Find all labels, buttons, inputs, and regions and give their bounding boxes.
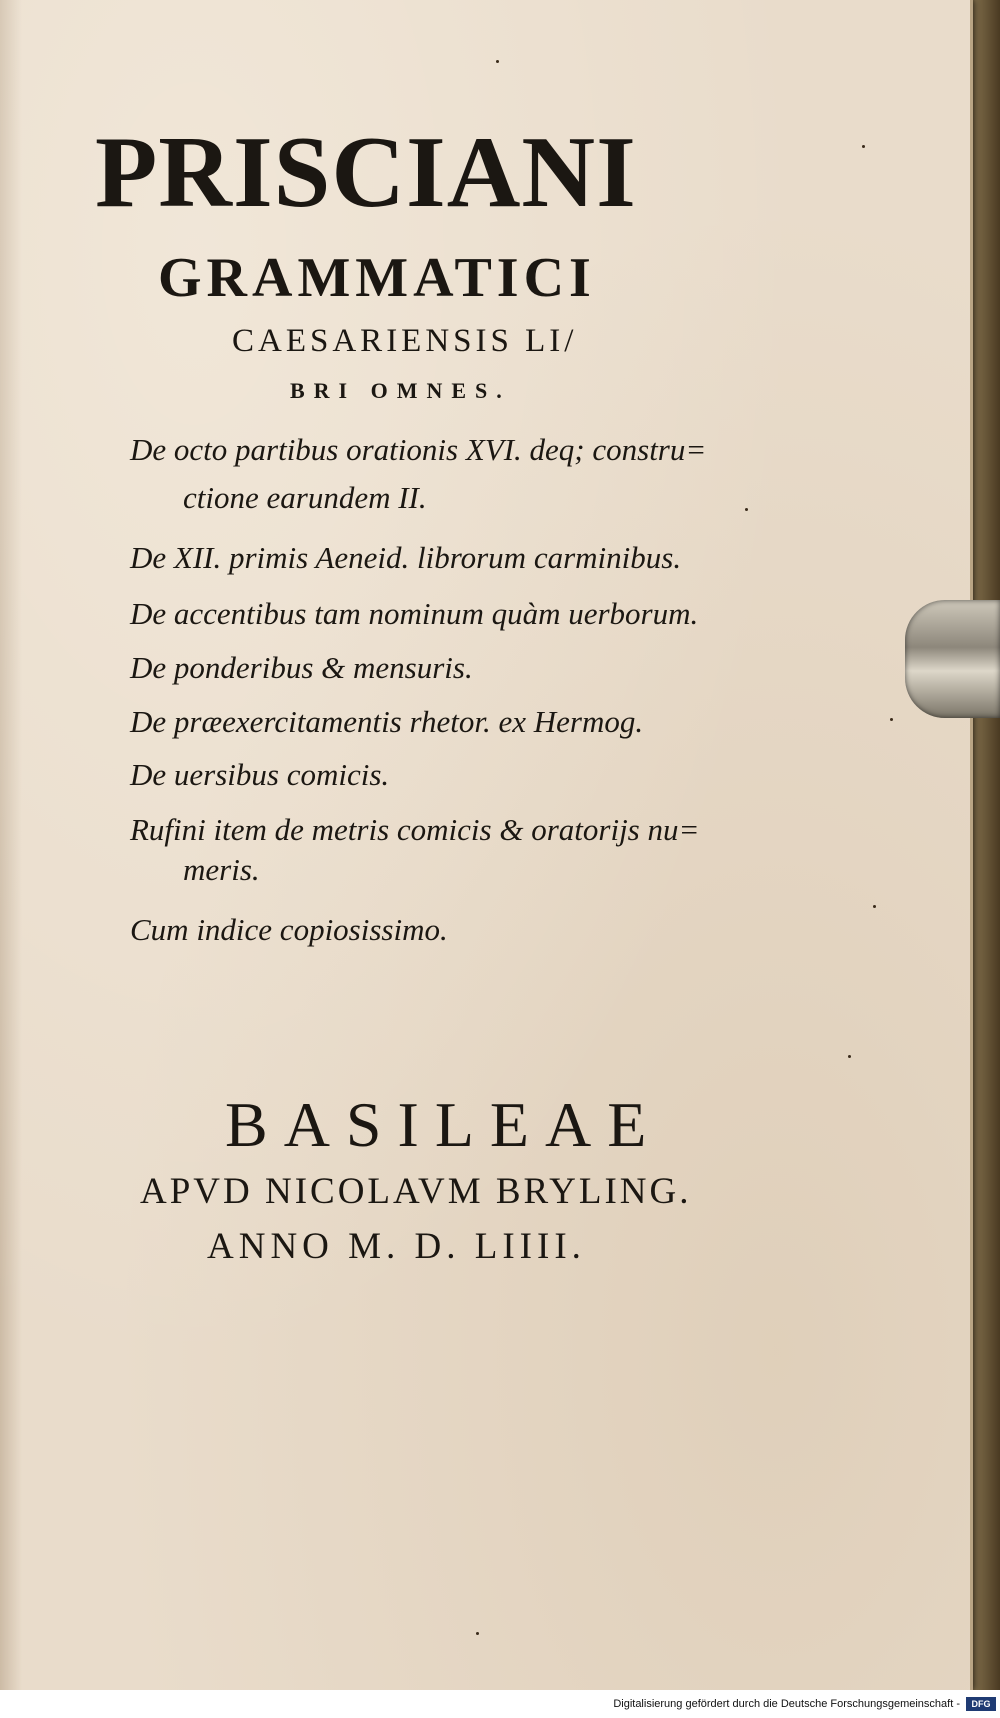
book-title: PRISCIANI	[95, 116, 637, 229]
paper-speck	[890, 718, 893, 721]
footer-credit: Digitalisierung gefördert durch die Deutsche Forschungsgemeinschaft -	[613, 1698, 960, 1710]
contents-item-5: De præexercitamentis rhetor. ex Hermog.	[130, 704, 644, 739]
imprint-place: BASILEAE	[225, 1089, 663, 1160]
dfg-logo-icon: DFG	[966, 1697, 996, 1711]
contents-item-7: Rufini item de metris comicis & oratorijs nu=	[130, 812, 700, 847]
paper-speck	[745, 508, 748, 511]
book-subtitle-2: CAESARIENSIS LI/	[232, 323, 578, 359]
contents-item-3: De accentibus tam nominum quàm uerborum.	[130, 596, 699, 631]
contents-item-7-continued: meris.	[183, 852, 260, 887]
contents-item-8: Cum indice copiosissimo.	[130, 912, 448, 947]
imprint-year: ANNO M. D. LIIII.	[207, 1226, 586, 1267]
contents-item-2: De XII. primis Aeneid. librorum carminibus.	[130, 540, 682, 575]
imprint-printer: APVD NICOLAVM BRYLING.	[140, 1171, 692, 1212]
paper-speck	[476, 1632, 479, 1635]
book-subtitle-1: GRAMMATICI	[158, 247, 596, 309]
contents-item-6: De uersibus comicis.	[130, 757, 390, 792]
digitization-footer	[0, 1690, 1000, 1718]
paper-speck	[873, 905, 876, 908]
contents-item-1: De octo partibus orationis XVI. deq; constru=	[130, 432, 707, 467]
paper-speck	[496, 60, 499, 63]
paper-speck	[848, 1055, 851, 1058]
contents-item-4: De ponderibus & mensuris.	[130, 650, 473, 685]
book-subtitle-3: BRI OMNES.	[290, 378, 511, 403]
contents-item-1-continued: ctione earundem II.	[183, 480, 427, 515]
paper-speck	[862, 145, 865, 148]
